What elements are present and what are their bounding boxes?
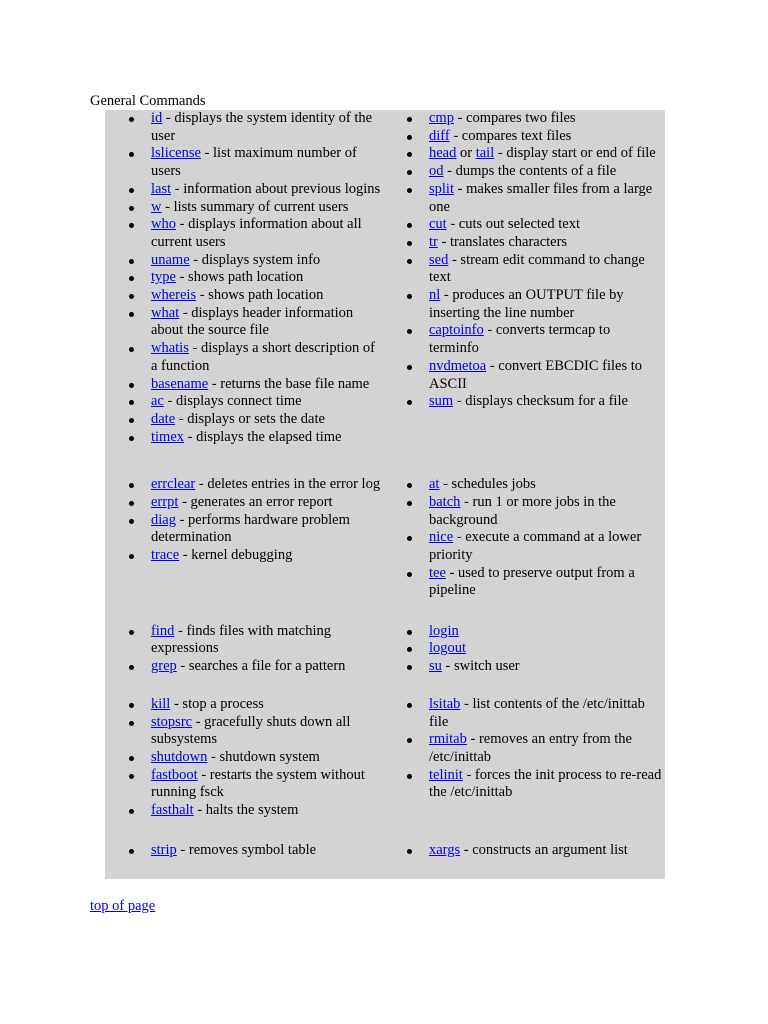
list-item <box>429 252 663 287</box>
list-item <box>429 110 663 128</box>
command-cell-left <box>107 842 384 879</box>
command-link[interactable]: tee <box>429 564 446 581</box>
command-link[interactable]: nvdmetoa <box>429 357 487 374</box>
list-item <box>429 658 663 676</box>
command-list <box>386 110 663 411</box>
command-link[interactable]: at <box>429 476 440 493</box>
command-cell-left <box>107 476 384 622</box>
command-link[interactable]: whatis <box>151 340 189 357</box>
list-item <box>429 696 663 731</box>
command-link[interactable]: cmp <box>429 110 454 126</box>
command-description: - compares two files <box>453 110 576 126</box>
list-item <box>151 714 384 749</box>
list-item <box>429 234 663 252</box>
command-link[interactable]: su <box>429 658 442 675</box>
command-description: - lists summary of current users <box>161 198 349 215</box>
list-item <box>151 199 384 217</box>
command-description: - displays connect time <box>163 393 302 410</box>
command-link[interactable]: captoinfo <box>429 322 484 339</box>
list-item <box>151 547 384 565</box>
command-cell-right <box>386 623 663 696</box>
table-row <box>107 696 663 842</box>
command-description: - run 1 or more jobs in the background <box>429 493 616 528</box>
command-description: - searches a file for a pattern <box>176 658 346 675</box>
command-link[interactable]: split <box>429 180 454 197</box>
command-link[interactable]: tr <box>429 233 438 250</box>
command-description: - kernel debugging <box>179 547 293 564</box>
command-link[interactable]: find <box>151 622 175 639</box>
command-description: - constructs an argument list <box>460 842 628 859</box>
list-item <box>429 640 663 658</box>
page-title: General Commands <box>90 93 206 109</box>
list-item <box>151 269 384 287</box>
command-description: - displays the elapsed time <box>184 428 342 445</box>
command-link[interactable]: stopsrc <box>151 713 193 730</box>
command-description: - restarts the system without running fsck <box>151 766 365 801</box>
command-cell-left <box>107 696 384 842</box>
list-item <box>151 842 384 860</box>
list-item <box>151 340 384 375</box>
command-link[interactable]: fastboot <box>151 766 198 783</box>
group-spacer <box>386 600 663 618</box>
command-list <box>107 696 384 820</box>
top-of-page-link[interactable]: top of page <box>90 898 156 914</box>
command-link[interactable]: what <box>151 304 180 321</box>
command-cell-right <box>386 476 663 622</box>
command-link[interactable]: date <box>151 410 176 427</box>
list-item <box>151 658 384 676</box>
command-link[interactable]: lsitab <box>429 695 461 712</box>
command-description: - stop a process <box>170 695 264 712</box>
list-item <box>429 476 663 494</box>
command-description: - list maximum number of users <box>151 145 357 180</box>
command-description: - displays or sets the date <box>175 410 325 427</box>
command-description: - displays header information about the source file <box>151 304 354 339</box>
command-description: - shows path location <box>175 269 304 286</box>
command-description: - removes symbol table <box>176 842 317 859</box>
command-description: - generates an error report <box>178 493 333 510</box>
command-link[interactable]: ac <box>151 393 164 410</box>
command-link[interactable]: grep <box>151 658 177 675</box>
list-item <box>151 181 384 199</box>
command-link[interactable]: tail <box>475 145 495 162</box>
list-item <box>429 731 663 766</box>
table-row <box>107 110 663 476</box>
list-item <box>151 494 384 512</box>
command-link[interactable]: batch <box>429 493 461 510</box>
command-description: - displays information about all current users <box>151 216 362 250</box>
command-description: - makes smaller files from a large one <box>429 180 653 215</box>
list-item <box>151 305 384 340</box>
command-link[interactable]: shutdown <box>151 749 208 765</box>
list-item <box>429 145 663 163</box>
list-item <box>429 163 663 181</box>
command-link[interactable]: whereis <box>151 287 197 304</box>
command-description: - compares text files <box>449 127 572 144</box>
list-item <box>429 767 663 802</box>
command-link[interactable]: nice <box>429 529 454 546</box>
command-cell-left <box>107 623 384 696</box>
list-item <box>151 376 384 394</box>
command-description: - produces an OUTPUT file by inserting the line number <box>429 287 624 321</box>
command-link[interactable]: nl <box>429 287 441 304</box>
command-description: - gracefully shuts down all subsystems <box>151 713 351 748</box>
list-item <box>429 358 663 393</box>
command-list <box>107 623 384 676</box>
group-spacer <box>107 565 384 583</box>
command-list <box>107 110 384 446</box>
group-spacer <box>386 802 663 820</box>
command-link[interactable]: who <box>151 216 176 233</box>
command-list <box>386 842 663 860</box>
list-item <box>151 623 384 658</box>
command-description: - cuts out selected text <box>446 216 580 233</box>
command-link[interactable]: rmitab <box>429 731 467 748</box>
list-item <box>151 411 384 429</box>
command-description: - displays a short description of a function <box>151 340 375 374</box>
command-cell-right <box>386 842 663 879</box>
list-item <box>429 842 663 860</box>
list-item <box>429 181 663 216</box>
command-link[interactable]: type <box>151 269 176 286</box>
command-link[interactable]: logout <box>429 640 467 657</box>
command-description: - dumps the contents of a file <box>443 163 617 180</box>
command-link[interactable]: timex <box>151 428 185 445</box>
command-description: - shows path location <box>196 287 324 304</box>
command-description: - performs hardware problem determination <box>151 511 350 546</box>
group-spacer <box>107 446 384 464</box>
list-item <box>429 565 663 600</box>
command-description: - displays system info <box>189 251 321 268</box>
command-link[interactable]: kill <box>151 695 171 712</box>
group-spacer <box>107 860 384 878</box>
command-description: - list contents of the /etc/inittab file <box>429 695 645 730</box>
list-item <box>151 696 384 714</box>
command-link[interactable]: errclear <box>151 476 196 493</box>
command-link[interactable]: lslicense <box>151 145 201 162</box>
command-description: - schedules jobs <box>439 476 536 493</box>
command-description: - stream edit command to change text <box>429 251 645 286</box>
list-item <box>151 749 384 767</box>
command-link[interactable]: last <box>151 180 172 197</box>
group-spacer <box>386 411 663 429</box>
command-list <box>386 696 663 802</box>
command-link[interactable]: id <box>151 110 163 126</box>
list-item <box>151 252 384 270</box>
command-link[interactable]: diff <box>429 127 450 144</box>
command-description: - switch user <box>441 658 520 675</box>
command-link[interactable]: login <box>429 622 459 639</box>
list-item <box>429 393 663 411</box>
command-link[interactable]: xargs <box>429 842 461 859</box>
group-spacer <box>107 676 384 694</box>
list-item <box>151 512 384 547</box>
command-table <box>105 110 665 879</box>
list-item <box>151 145 384 180</box>
command-description: - displays checksum for a file <box>453 393 628 410</box>
list-item <box>151 393 384 411</box>
command-description: - shutdown system <box>207 749 320 765</box>
command-link[interactable]: fasthalt <box>151 802 194 819</box>
list-item <box>151 476 384 494</box>
command-description: - translates characters <box>437 233 568 250</box>
table-row <box>107 842 663 879</box>
command-list <box>107 842 384 860</box>
command-list <box>386 623 663 676</box>
list-item <box>429 322 663 357</box>
group-spacer <box>107 820 384 838</box>
command-link[interactable]: strip <box>151 842 177 859</box>
list-item <box>429 128 663 146</box>
table-row <box>107 623 663 696</box>
group-spacer <box>386 860 663 878</box>
command-description: - information about previous logins <box>171 180 381 197</box>
command-cell-right <box>386 110 663 476</box>
list-item <box>151 767 384 802</box>
list-item <box>429 623 663 641</box>
list-item <box>429 494 663 529</box>
command-description: - displays the system identity of the user <box>151 110 373 144</box>
list-item <box>429 216 663 234</box>
connector-text: or <box>456 145 476 162</box>
command-link[interactable]: od <box>429 163 444 180</box>
list-item <box>429 529 663 564</box>
command-description: - halts the system <box>193 802 299 819</box>
command-link[interactable]: basename <box>151 375 209 392</box>
table-row <box>107 476 663 622</box>
command-link[interactable]: uname <box>151 251 190 268</box>
command-description: - converts termcap to terminfo <box>429 322 611 357</box>
command-list <box>107 476 384 565</box>
list-item <box>151 287 384 305</box>
command-description: - execute a command at a lower priority <box>429 529 642 564</box>
command-link[interactable]: w <box>151 198 162 215</box>
command-link[interactable]: telinit <box>429 766 463 783</box>
command-description: - returns the base file name <box>208 375 370 392</box>
list-item <box>151 216 384 251</box>
command-cell-right <box>386 696 663 842</box>
list-item <box>151 429 384 447</box>
command-description: - used to preserve output from a pipeline <box>429 564 635 599</box>
list-item <box>429 287 663 322</box>
command-link[interactable]: errpt <box>151 493 179 510</box>
command-description: - deletes entries in the error log <box>195 476 381 493</box>
group-spacer <box>386 676 663 694</box>
command-list <box>386 476 663 600</box>
command-link[interactable]: cut <box>429 216 447 233</box>
command-link[interactable]: head <box>429 145 457 162</box>
command-description: - forces the init process to re-read the /etc/inittab <box>429 766 662 801</box>
command-description: - convert EBCDIC files to ASCII <box>429 357 643 392</box>
command-link[interactable]: trace <box>151 547 180 564</box>
command-cell-left <box>107 110 384 476</box>
command-link[interactable]: diag <box>151 511 176 528</box>
command-link[interactable]: sum <box>429 393 454 410</box>
list-item <box>151 110 384 145</box>
list-item <box>151 802 384 820</box>
command-description: - removes an entry from the /etc/inittab <box>429 731 632 765</box>
command-description: - display start or end of file <box>494 145 656 162</box>
command-link[interactable]: sed <box>429 251 449 268</box>
command-description: - finds files with matching expressions <box>151 622 332 657</box>
